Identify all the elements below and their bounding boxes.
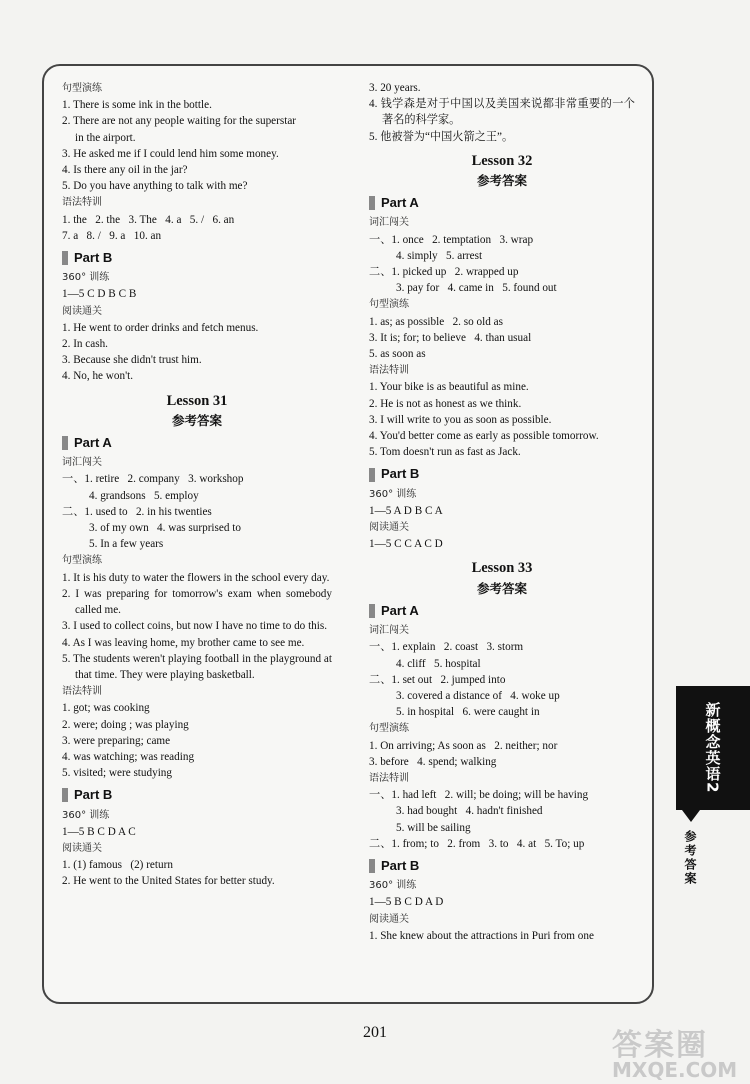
answers-title: 参考答案 (476, 580, 527, 596)
answer-line: 4. was watching; was reading (62, 750, 195, 763)
answer-line: 7. a 8. / 9. a 10. an (62, 229, 162, 242)
answer-line: 二、1. from; to 2. from 3. to 4. at 5. To; up (369, 837, 585, 850)
part-label: Part B (381, 857, 420, 873)
section-heading: 句型演练 (369, 299, 409, 311)
part-bar-icon (369, 859, 375, 873)
answer-line: 1. On arriving; As soon as 2. neither; nor (369, 739, 558, 752)
answer-line: 4. No, he won't. (62, 370, 133, 383)
part-bar-icon (369, 196, 375, 210)
answer-line: 3. of my own 4. was surprised to (89, 522, 241, 535)
answer-line: 一、1. once 2. temptation 3. wrap (369, 233, 534, 246)
section-heading: 360° 训练 (62, 809, 110, 821)
answer-line: 5. in hospital 6. were caught in (396, 706, 540, 719)
answer-line: 二、1. picked up 2. wrapped up (369, 266, 519, 279)
part-heading (62, 787, 332, 803)
answer-line: 3. He asked me if I could lend him some money. (62, 147, 279, 160)
answer-line: 4. simply 5. arrest (396, 249, 483, 262)
part-bar-icon (62, 788, 68, 802)
tab-arrow-icon (682, 810, 700, 822)
answers-title: 参考答案 (171, 412, 222, 428)
answer-line: 5. visited; were studying (62, 767, 172, 780)
part-heading (369, 603, 635, 619)
side-tab-title: 新概念英语2 (703, 702, 722, 794)
section-heading: 阅读通关 (369, 913, 409, 925)
section-heading: 句型演练 (62, 83, 102, 94)
section-heading: 句型演练 (369, 723, 409, 735)
answer-line: 5. will be sailing (396, 821, 471, 834)
watermark-line2: MXQE.COM (612, 1058, 738, 1082)
answer-line: 3. before 4. spend; walking (369, 755, 497, 768)
section-heading: 语法特训 (369, 365, 409, 377)
answer-line: 5. Tom doesn't run as fast as Jack. (369, 446, 521, 459)
answer-line: 1—5 B C D A D (369, 896, 444, 909)
answer-line: 2. He is not as honest as we think. (369, 397, 522, 410)
section-heading: 词汇闯关 (62, 457, 102, 469)
lesson-title: Lesson 31 (166, 392, 228, 409)
section-heading: 语法特训 (62, 197, 102, 209)
section-heading: 词汇闯关 (369, 217, 409, 229)
part-heading (62, 435, 332, 451)
answer-line: 3. It is; for; to believe 4. than usual (369, 331, 532, 344)
answer-line: 1. as; as possible 2. so old as (369, 315, 503, 328)
answer-line: 1—5 C C A C D (369, 538, 443, 551)
answer-line: 1—5 C D B C B (62, 288, 137, 301)
answer-line: 4. You'd better come as early as possible tomorrow. (369, 430, 599, 443)
section-heading: 阅读通关 (62, 305, 102, 317)
answer-line: 1. (1) famous (2) return (62, 859, 173, 872)
part-bar-icon (62, 436, 68, 450)
answer-line: 3. had bought 4. hadn't finished (396, 805, 543, 818)
answer-line: 1. Your bike is as beautiful as mine. (369, 381, 529, 394)
left-column (62, 80, 332, 890)
section-heading: 句型演练 (62, 555, 102, 567)
answer-line: 5. Do you have anything to talk with me? (62, 180, 248, 193)
answer-line: 1—5 A D B C A (369, 504, 443, 517)
section-heading: 360° 训练 (62, 272, 110, 284)
section-heading: 360° 训练 (369, 880, 417, 892)
part-heading (62, 250, 332, 266)
answer-line: 5. In a few years (89, 538, 164, 551)
part-bar-icon (369, 468, 375, 482)
answer-line: 4. As I was leaving home, my brother came to see me. (62, 636, 305, 649)
answer-line: 3. covered a distance of 4. woke up (396, 689, 560, 702)
answer-line: 2. I was preparing for tomorrow's exam when somebody called me. (62, 587, 332, 617)
answer-line: 3. were preparing; came (62, 734, 171, 747)
part-bar-icon (62, 251, 68, 265)
answers-title: 参考答案 (476, 173, 527, 189)
part-label: Part B (74, 250, 113, 266)
part-label: Part A (381, 195, 419, 211)
section-heading: 阅读通关 (62, 842, 102, 854)
answer-line: 1. She knew about the attractions in Puri from one (369, 929, 594, 942)
answer-line: 二、1. set out 2. jumped into (369, 673, 506, 686)
answer-line: 3. I used to collect coins, but now I have no time to do this. (62, 620, 328, 633)
part-label: Part A (74, 435, 112, 451)
answer-line: 1. the 2. the 3. The 4. a 5. / 6. an (62, 213, 235, 226)
section-heading: 语法特训 (62, 686, 102, 698)
answer-line: 2. There are not any people waiting for the superstar (62, 115, 297, 128)
answer-line: 5. 他被誉为“中国火箭之王”。 (369, 130, 514, 143)
lesson-title: Lesson 32 (471, 152, 533, 169)
answer-line: 一、1. explain 2. coast 3. storm (369, 641, 524, 654)
answer-line: 1. It is his duty to water the flowers in the school every day. (62, 571, 330, 584)
watermark-line1: 答案圈 (612, 1028, 708, 1063)
section-heading: 语法特训 (369, 772, 409, 784)
answer-line: 4. 钱学森是对于中国以及美国来说都非常重要的一个著名的科学家。 (369, 98, 635, 127)
answer-line: 一、1. had left 2. will; be doing; will be having (369, 789, 589, 802)
answer-line: in the airport. (75, 131, 136, 144)
answer-line: 二、1. used to 2. in his twenties (62, 505, 212, 518)
section-heading: 词汇闯关 (369, 625, 409, 637)
part-label: Part B (381, 466, 420, 482)
part-label: Part B (74, 787, 113, 803)
answer-line: 1. There is some ink in the bottle. (62, 99, 212, 112)
answer-line: 4. Is there any oil in the jar? (62, 164, 188, 177)
part-heading (369, 195, 635, 211)
section-heading: 阅读通关 (369, 522, 409, 534)
side-tab (676, 686, 750, 810)
side-tab-subtitle: 参考答案 (683, 830, 697, 886)
answer-line: 1. He went to order drinks and fetch menus. (62, 321, 259, 334)
answer-line: 1—5 B C D A C (62, 825, 136, 838)
right-column (369, 80, 635, 944)
answer-line: 一、1. retire 2. company 3. workshop (62, 473, 244, 486)
lesson-title: Lesson 33 (471, 560, 533, 577)
answer-line: 5. The students weren't playing football in the playground at that time. They were playing basketball. (62, 652, 332, 681)
answer-line: 4. grandsons 5. employ (89, 489, 199, 502)
watermark (612, 1020, 737, 1082)
answer-line: 1. got; was cooking (62, 702, 150, 715)
part-bar-icon (369, 604, 375, 618)
answer-line: 2. were; doing ; was playing (62, 718, 189, 731)
answer-line: 3. pay for 4. came in 5. found out (396, 282, 557, 295)
part-label: Part A (381, 602, 419, 618)
answer-line: 3. Because she didn't trust him. (62, 354, 202, 367)
answer-line: 3. 20 years. (369, 82, 421, 94)
answer-line: 2. In cash. (62, 338, 108, 351)
part-heading (369, 858, 635, 874)
answer-line: 5. as soon as (369, 348, 426, 361)
answer-line: 3. I will write to you as soon as possible. (369, 413, 552, 426)
answer-line: 4. cliff 5. hospital (396, 657, 481, 670)
answer-line: 2. He went to the United States for better study. (62, 875, 275, 888)
section-heading: 360° 训练 (369, 488, 417, 500)
page-number: 201 (363, 1024, 387, 1041)
part-heading (369, 466, 635, 482)
